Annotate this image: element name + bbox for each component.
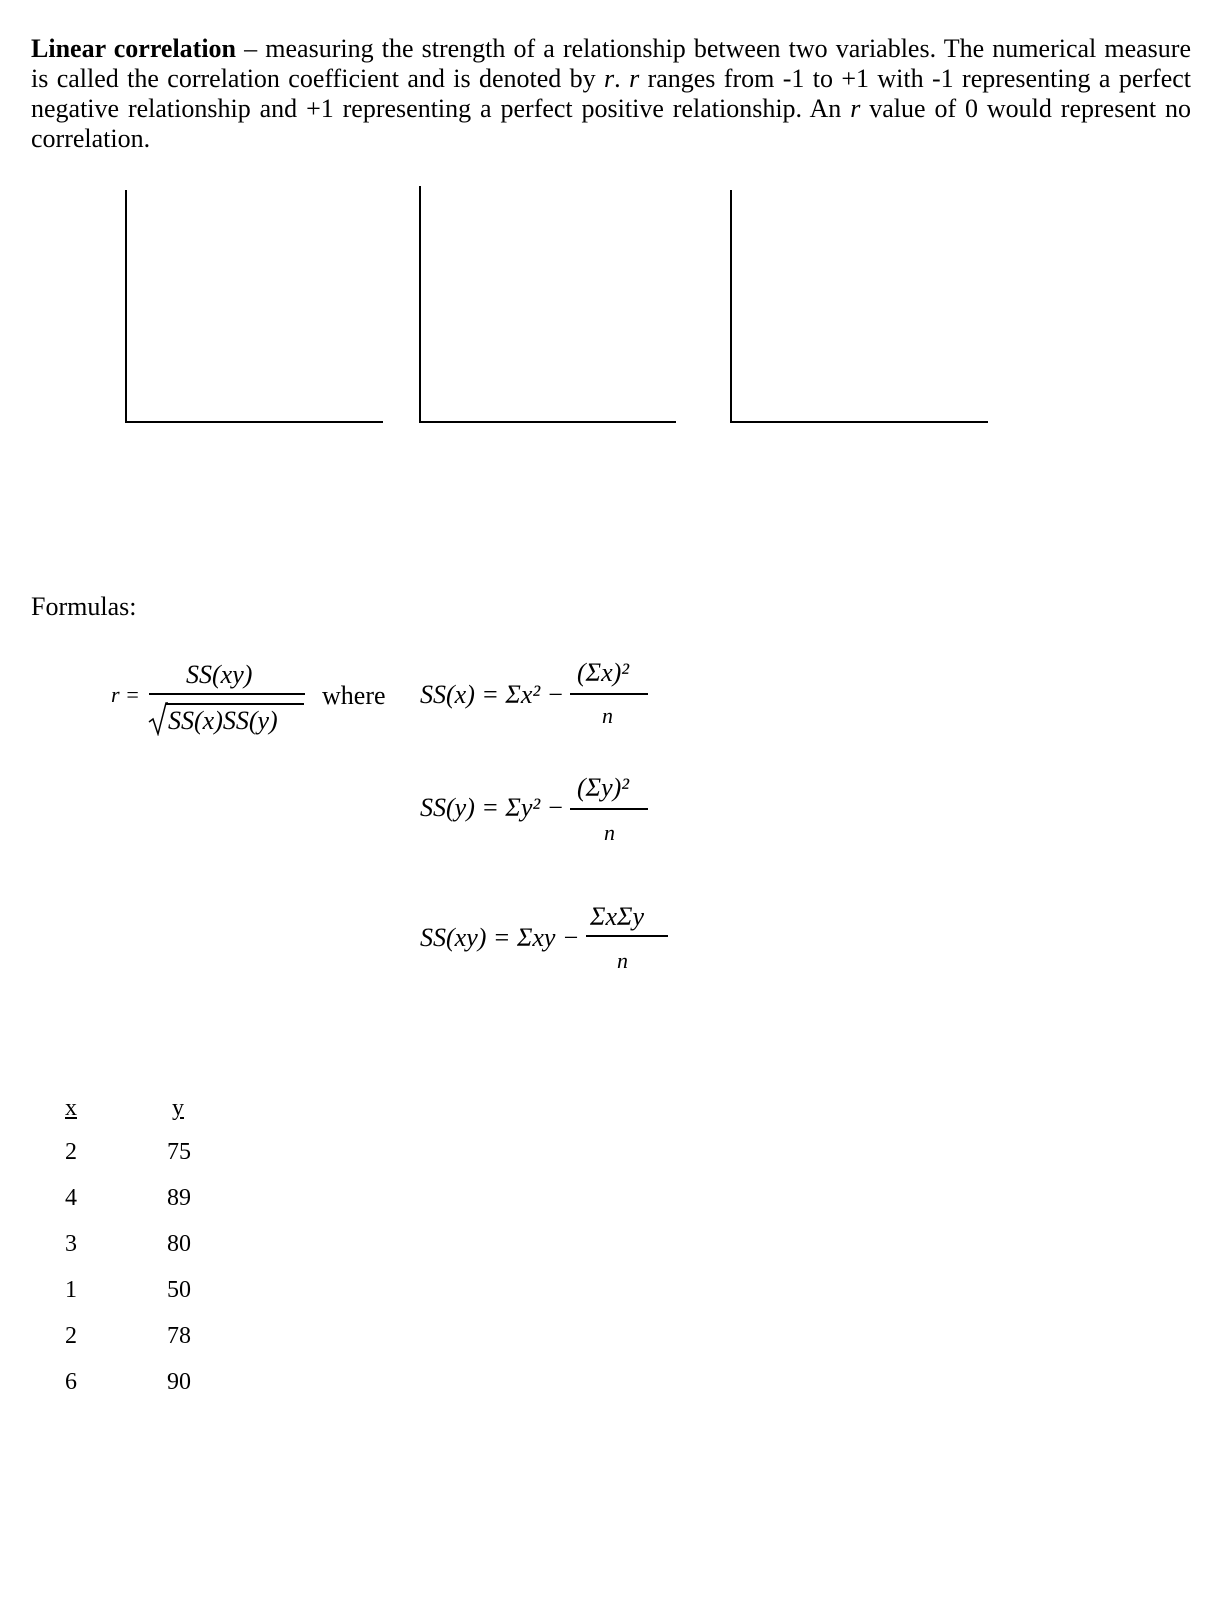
ssx-formula-lhs: SS(x) = Σx² − bbox=[420, 680, 565, 709]
ssy-formula-lhs: SS(y) = Σy² − bbox=[420, 793, 565, 822]
blank-axes-1 bbox=[125, 190, 383, 423]
ssxy-formula-lhs: SS(xy) = Σxy − bbox=[420, 923, 580, 952]
ssx-formula-denominator: n bbox=[602, 703, 613, 728]
blank-axes-2 bbox=[419, 186, 676, 423]
intro-dash: – bbox=[236, 34, 266, 63]
formulas-label: Formulas: bbox=[31, 592, 137, 621]
intro-text-1: measuring the strength of a relationship between two variables. The numerical measure is called the correlation coefficient and is denoted by bbox=[31, 34, 1191, 93]
symbol-r: r bbox=[850, 94, 861, 123]
table-cell-x: 6 bbox=[65, 1369, 77, 1395]
where-label: where bbox=[322, 681, 386, 710]
table-cell-x: 2 bbox=[65, 1323, 77, 1349]
table-cell-x: 4 bbox=[65, 1185, 77, 1211]
intro-text-3: ranges from -1 to +1 with -1 representing a perfect negative relationship and +1 representing a perfect positive relationship. An bbox=[31, 64, 1191, 123]
intro-text-2: . bbox=[614, 64, 630, 93]
sqrt-overline bbox=[166, 703, 304, 705]
ssx-fraction-bar bbox=[570, 693, 648, 695]
symbol-r: r bbox=[604, 64, 615, 93]
symbol-r: r bbox=[629, 64, 640, 93]
ssxy-formula-denominator: n bbox=[617, 948, 628, 973]
r-formula-lhs: r = bbox=[111, 682, 140, 707]
table-cell-y: 89 bbox=[167, 1185, 191, 1211]
table-cell-y: 75 bbox=[167, 1139, 191, 1165]
intro-text-4: value of 0 would represent no correlation. bbox=[31, 94, 1191, 153]
r-formula-denominator: SS(x)SS(y) bbox=[168, 706, 278, 735]
table-cell-x: 2 bbox=[65, 1139, 77, 1165]
table-cell-x: 3 bbox=[65, 1231, 77, 1257]
column-header-x: x bbox=[65, 1095, 77, 1121]
ssxy-fraction-bar bbox=[586, 935, 668, 937]
r-formula-numerator: SS(xy) bbox=[186, 660, 253, 689]
table-cell-y: 80 bbox=[167, 1231, 191, 1257]
table-cell-y: 50 bbox=[167, 1277, 191, 1303]
ssy-formula-numerator: (Σy)² bbox=[577, 773, 630, 802]
table-cell-x: 1 bbox=[65, 1277, 77, 1303]
table-cell-y: 90 bbox=[167, 1369, 191, 1395]
table-cell-y: 78 bbox=[167, 1323, 191, 1349]
ssx-formula-numerator: (Σx)² bbox=[577, 658, 630, 687]
ssy-fraction-bar bbox=[570, 808, 648, 810]
blank-axes-3 bbox=[730, 190, 988, 423]
ssy-formula-denominator: n bbox=[604, 820, 615, 845]
r-fraction-bar bbox=[149, 693, 305, 695]
square-root-icon bbox=[148, 702, 168, 736]
intro-paragraph bbox=[31, 34, 1191, 154]
term-linear-correlation: Linear correlation bbox=[31, 34, 237, 63]
ssxy-formula-numerator: ΣxΣy bbox=[590, 902, 644, 931]
column-header-y: y bbox=[172, 1095, 184, 1121]
